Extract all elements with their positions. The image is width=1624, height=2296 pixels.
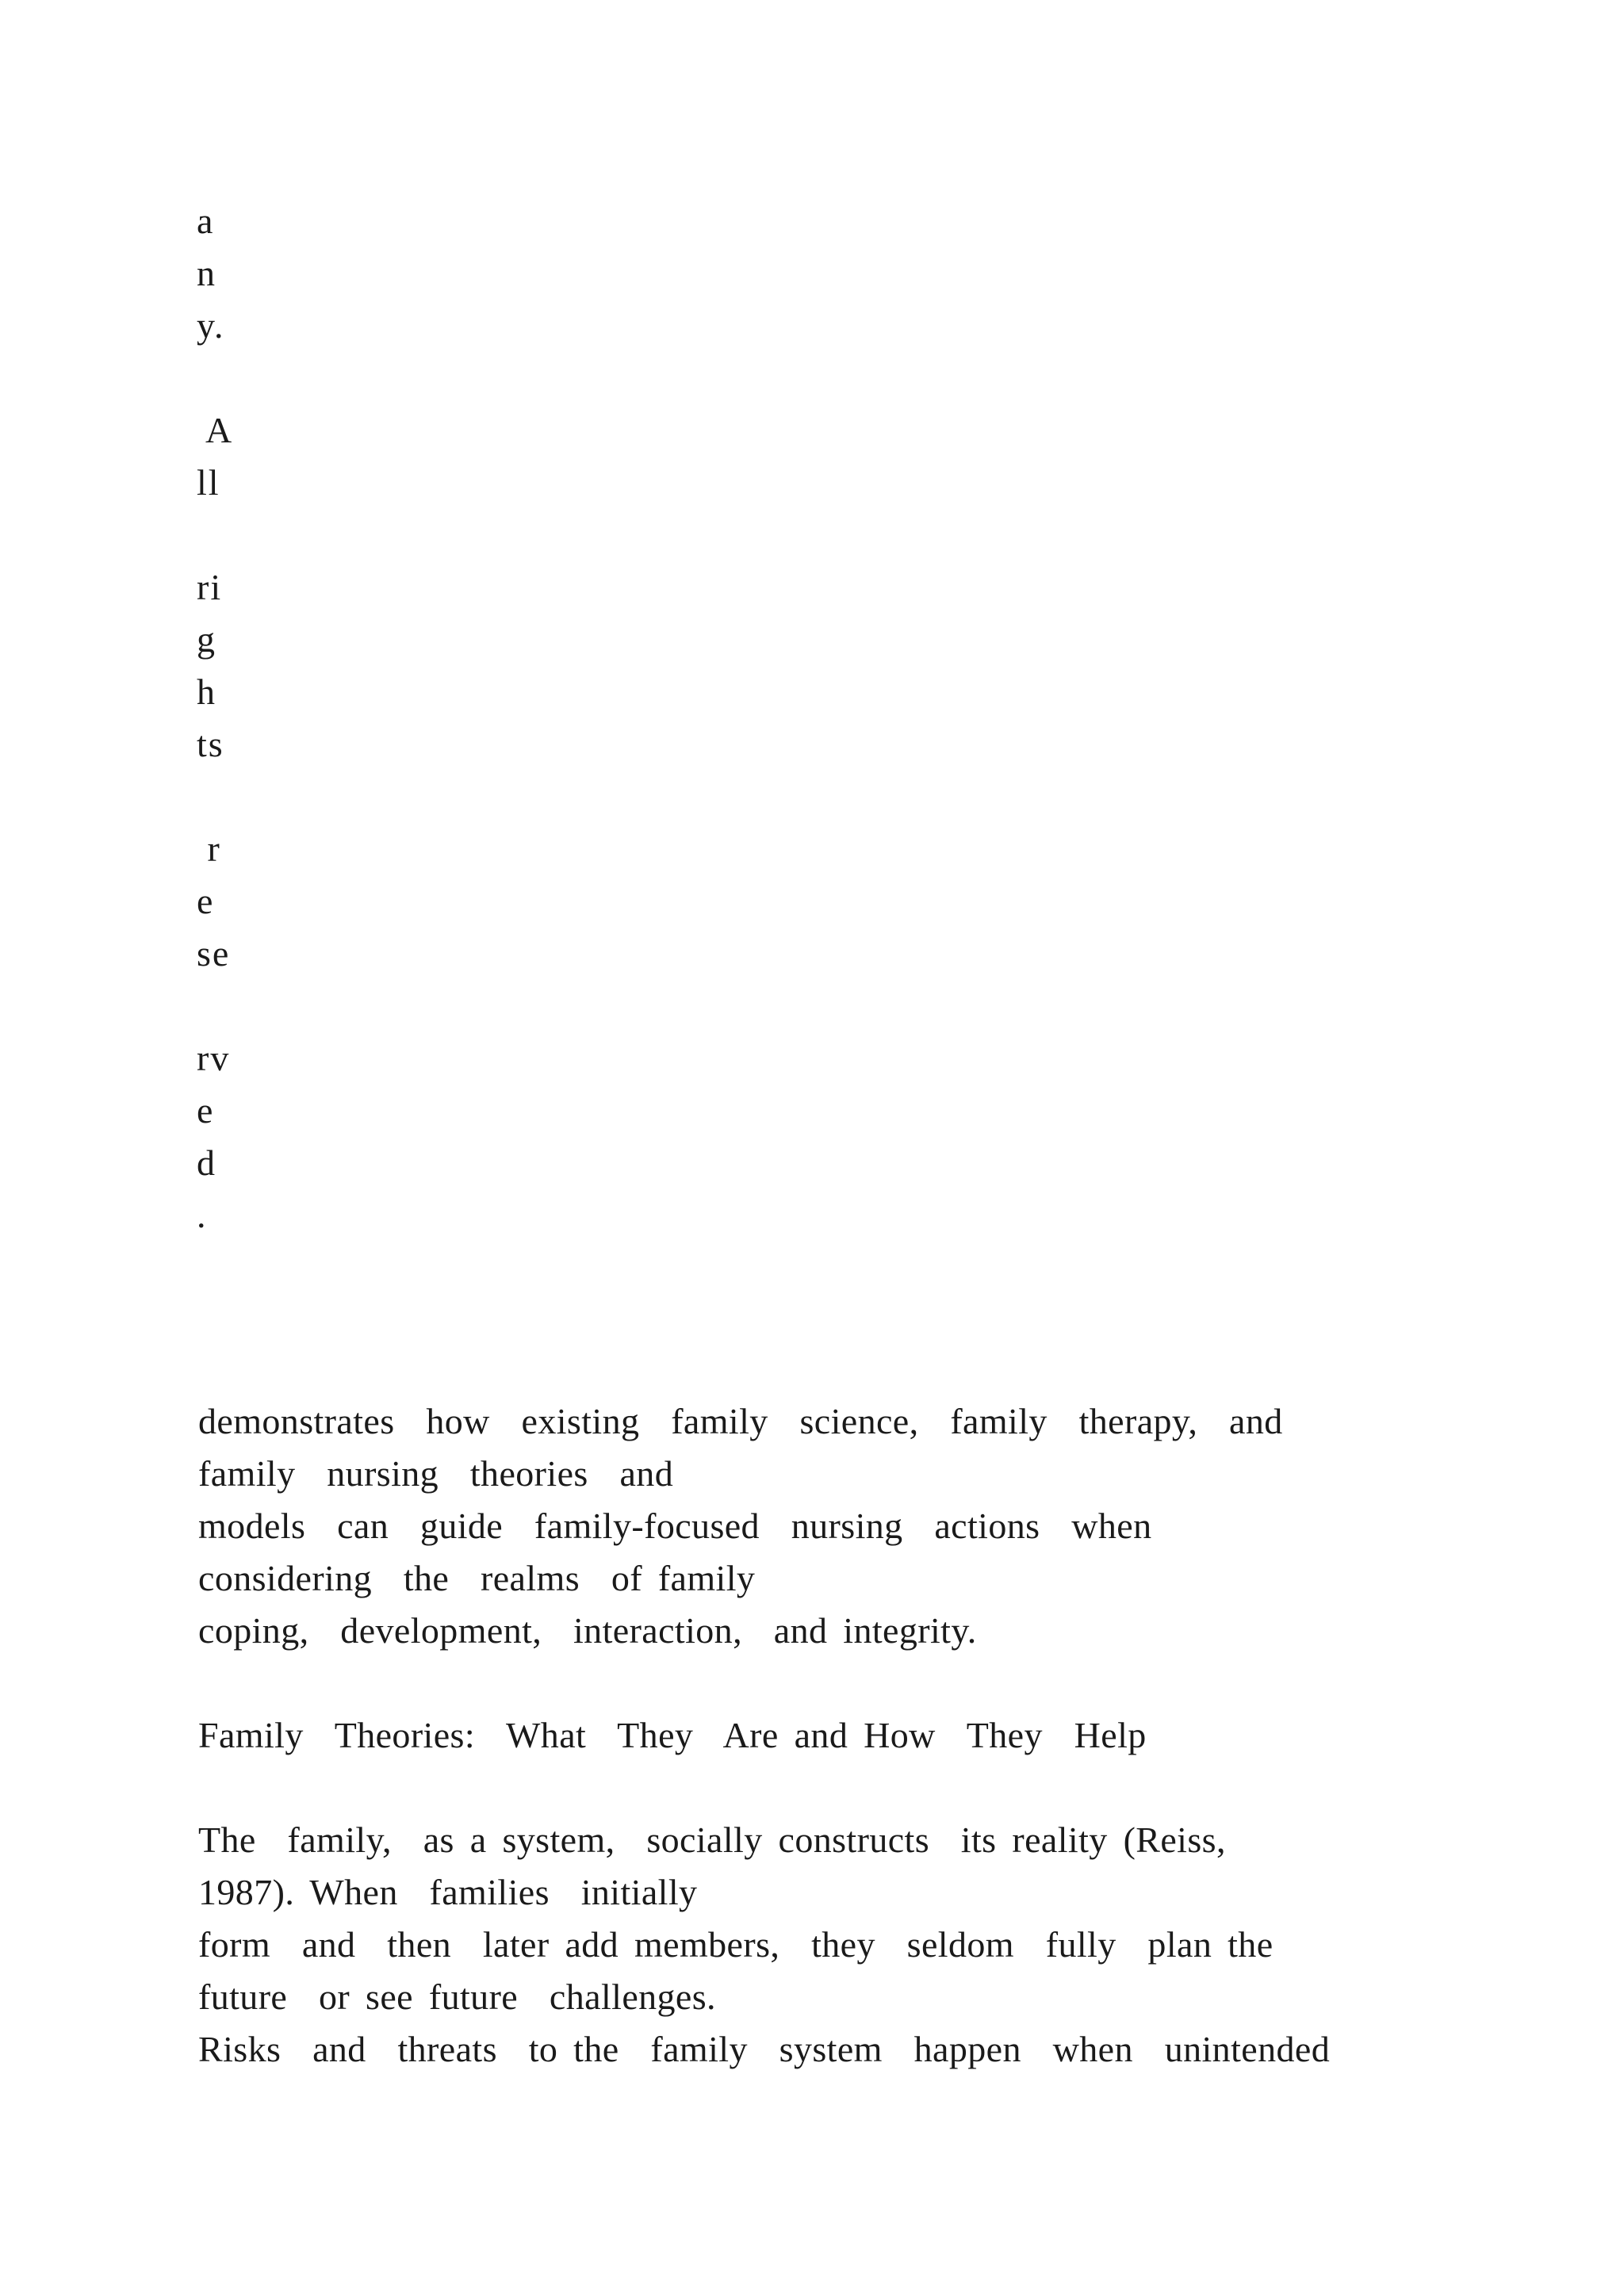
body-text-line: demonstrates how existing family science, family therapy, and xyxy=(198,1401,1283,1441)
fragment-line: ts xyxy=(197,724,224,764)
fragment-line: d xyxy=(197,1142,216,1183)
fragment-line: A xyxy=(197,410,234,450)
fragment-line: r xyxy=(197,828,221,869)
fragment-line: h xyxy=(197,672,216,712)
body-text-line: 1987). When families initially xyxy=(198,1872,698,1912)
fragment-line: se xyxy=(197,933,231,974)
fragment-line: g xyxy=(197,619,216,660)
body-text-line: The family, as a system, socially constructs its reality (Reiss, xyxy=(198,1820,1226,1860)
section-heading: Family Theories: What They Are and How They Help xyxy=(198,1715,1147,1755)
fragment-line: n xyxy=(197,253,216,293)
fragment-line: rv xyxy=(197,1038,231,1078)
fragment-line: e xyxy=(197,881,215,921)
body-text-line: form and then later add members, they seldom fully plan the xyxy=(198,1924,1274,1965)
fragment-line: ll xyxy=(197,462,220,503)
body-text-line: models can guide family-focused nursing actions when xyxy=(198,1506,1152,1546)
body-text-line: coping, development, interaction, and integrity. xyxy=(198,1610,977,1651)
fragment-line: y. xyxy=(197,305,225,346)
fragment-line: ri xyxy=(197,567,223,607)
fragment-line: . xyxy=(197,1195,208,1235)
fragment-line: e xyxy=(197,1090,215,1131)
body-text-line: Risks and threats to the family system happen when unintended xyxy=(198,2029,1331,2069)
body-text-line: family nursing theories and xyxy=(198,1453,674,1494)
body-text-line: future or see future challenges. xyxy=(198,1976,716,2017)
body-text-line: considering the realms of family xyxy=(198,1558,756,1598)
fragment-line: a xyxy=(197,201,215,241)
